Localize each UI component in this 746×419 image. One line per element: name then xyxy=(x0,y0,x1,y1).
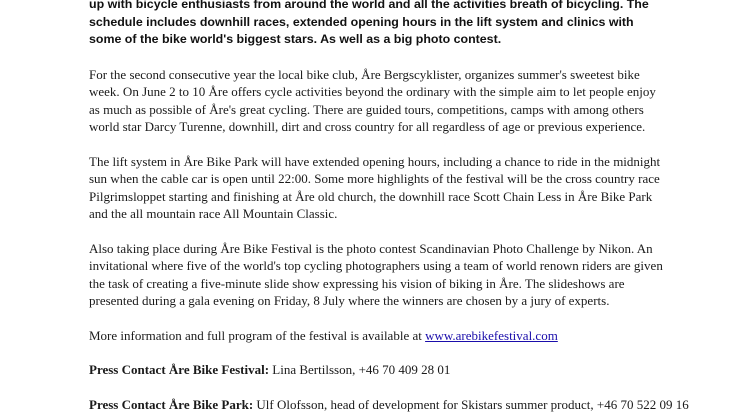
festival-website-link[interactable]: www.arebikefestival.com xyxy=(425,327,558,343)
contact-details: Lina Bertilsson, +46 70 409 28 01 xyxy=(269,362,451,377)
contact-label: Press Contact Åre Bike Park: xyxy=(89,396,254,412)
press-release-body xyxy=(89,0,689,413)
more-info-text: More information and full program of the festival is available at xyxy=(89,327,426,343)
paragraph-lift-system: The lift system in Åre Bike Park will have extended opening hours, including a chance to ride in the midnight sun when the cable car is open until 22:00. Some more highlights of the festival will be the cross country race Pilgrimsloppet starting and finishing at Åre old church, the downhill race Scott Chain Less in Åre Bike Park and the all mountain race All Mountain Classic. xyxy=(89,153,661,221)
paragraph-bike-week: For the second consecutive year the local bike club, Åre Bergscyklister, organizes summer's sweetest bike week. On June 2 to 10 Åre offers cycle activities beyond the ordinary with the simple aim to let people enjoy as much as possible of Åre's great cycling. There are guided tours, competitions, camps with among others world star Darcy Turenne, downhill, dirt and cross country for all regardless of age or previous experience. xyxy=(89,66,656,134)
lead-paragraph: up with bicycle enthusiasts from around the world and all the activities breath of bicycling. The schedule includes downhill races, extended opening hours in the lift system and clinics with some of the bike world's biggest stars. As well as a big photo contest. xyxy=(89,0,649,46)
contact-bike-park xyxy=(89,396,689,414)
contact-bike-festival xyxy=(89,361,669,379)
paragraph-photo-contest: Also taking place during Åre Bike Festival is the photo contest Scandinavian Photo Challenge by Nikon. An invitational where five of the world's top cycling photographers using a team of world renown riders are given the task of creating a five-minute slide show expressing his vision of biking in Åre. The slideshows are presented during a gala evening on Friday, 8 July where the winners are chosen by a jury of experts. xyxy=(89,240,663,308)
contact-details: Ulf Olofsson, head of development for Skistars summer product, +46 70 522 09 16 xyxy=(253,396,689,412)
more-info-paragraph xyxy=(89,327,669,345)
contact-label: Press Contact Åre Bike Festival: xyxy=(89,362,270,377)
